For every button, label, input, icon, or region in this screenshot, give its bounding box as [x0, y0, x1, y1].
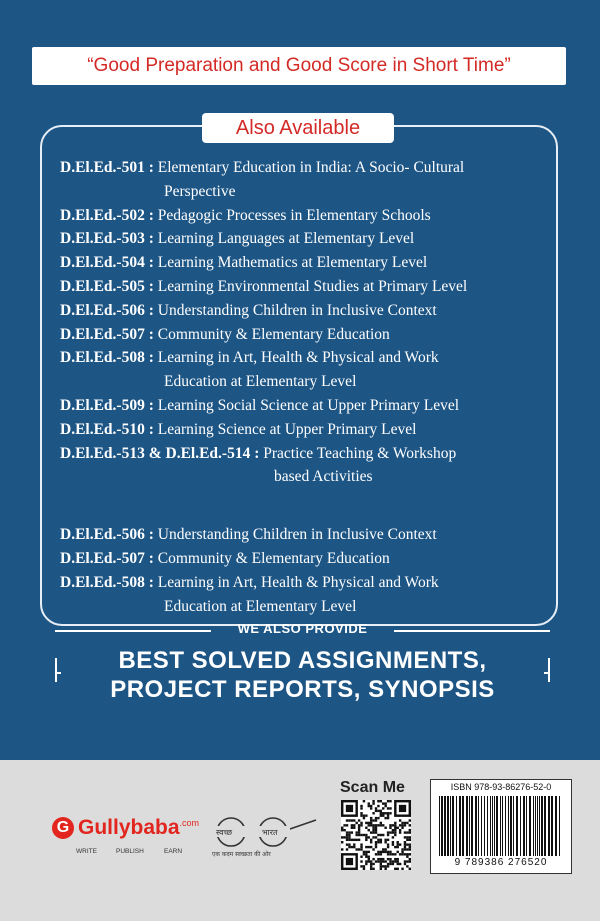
tagline-banner: “Good Preparation and Good Score in Short Time” [32, 47, 566, 85]
course-code: D.El.Ed.-507 : [60, 325, 154, 343]
swachh-right-text: भारत [262, 828, 278, 837]
course-code: D.El.Ed.-502 : [60, 206, 154, 224]
logo-tag-publish: PUBLISH [116, 848, 144, 855]
gullybaba-domain: .com [179, 818, 200, 828]
gullybaba-wordmark: Gullybaba [78, 816, 180, 839]
course-row [60, 547, 390, 571]
course-title-continued: Education at Elementary Level [164, 373, 357, 391]
gullybaba-mark-icon: G [52, 817, 74, 839]
course-title: Community & Elementary Education [157, 325, 390, 343]
course-row [60, 418, 416, 442]
course-title-continued: Perspective [164, 182, 236, 200]
course-code: D.El.Ed.-513 & D.El.Ed.-514 : [60, 444, 260, 462]
course-code: D.El.Ed.-507 : [60, 550, 154, 567]
course-row [60, 227, 414, 251]
isbn-text: ISBN 978-93-86276-52-0 [450, 782, 552, 792]
course-row [60, 299, 437, 323]
course-title: Learning Environmental Studies at Primary Level [157, 278, 468, 295]
swachh-bharat-logo [208, 810, 320, 860]
course-row [60, 204, 431, 228]
course-code: D.El.Ed.-501 : [60, 159, 154, 176]
course-title: Community & Elementary Education [157, 550, 390, 567]
course-code: D.El.Ed.-504 : [60, 254, 154, 272]
course-title: Learning Mathematics at Elementary Level [157, 254, 428, 272]
logo-tag-write: WRITE [76, 848, 97, 855]
course-row [60, 394, 459, 418]
course-title: Learning in Art, Health & Physical and Work [157, 573, 439, 591]
isbn-barcode [430, 779, 572, 874]
barcode-number: 9 789386 276520 [454, 857, 548, 868]
course-title-continued: Education at Elementary Level [164, 597, 357, 615]
swachh-left-text: स्वच्छ [216, 828, 233, 837]
course-code: D.El.Ed.-508 : [60, 349, 154, 367]
course-title: Learning in Art, Health & Physical and Work [157, 349, 439, 367]
course-row [60, 442, 456, 466]
course-row [60, 523, 437, 547]
course-title: Practice Teaching & Workshop [263, 444, 457, 462]
course-row [60, 156, 464, 180]
course-row [60, 346, 439, 370]
course-row [60, 571, 439, 595]
services-banner [55, 621, 550, 703]
course-title: Learning Languages at Elementary Level [157, 230, 415, 248]
course-code: D.El.Ed.-508 : [60, 573, 154, 591]
course-code: D.El.Ed.-506 : [60, 301, 154, 319]
services-line-1: BEST SOLVED ASSIGNMENTS, [118, 647, 487, 674]
course-row [60, 251, 427, 275]
qr-code-icon[interactable] [341, 800, 411, 870]
course-title: Understanding Children in Inclusive Context [157, 301, 437, 319]
course-title: Learning Science at Upper Primary Level [157, 420, 417, 438]
course-row [60, 275, 467, 299]
course-title: Elementary Education in India: A Socio- Cultural [157, 159, 465, 176]
course-code: D.El.Ed.-509 : [60, 397, 154, 414]
logo-tag-earn: EARN [164, 848, 183, 855]
course-title: Pedagogic Processes in Elementary Schools [157, 206, 431, 224]
scan-me-label: Scan Me [340, 779, 405, 796]
also-available-label: Also Available [202, 113, 394, 143]
services-heading: WE ALSO PROVIDE [237, 621, 368, 636]
course-code: D.El.Ed.-505 : [60, 278, 154, 295]
swachh-tagline: एक कदम स्वच्छता की ओर [212, 851, 271, 858]
services-line-2: PROJECT REPORTS, SYNOPSIS [110, 676, 495, 703]
course-title: Understanding Children in Inclusive Context [157, 526, 437, 544]
course-code: D.El.Ed.-503 : [60, 230, 154, 248]
course-title-continued: based Activities [274, 468, 373, 486]
barcode-icon [439, 796, 563, 856]
course-row [60, 323, 390, 347]
gullybaba-logo [52, 816, 199, 840]
course-title: Learning Social Science at Upper Primary Level [157, 397, 460, 414]
course-code: D.El.Ed.-506 : [60, 526, 154, 544]
course-code: D.El.Ed.-510 : [60, 420, 154, 438]
